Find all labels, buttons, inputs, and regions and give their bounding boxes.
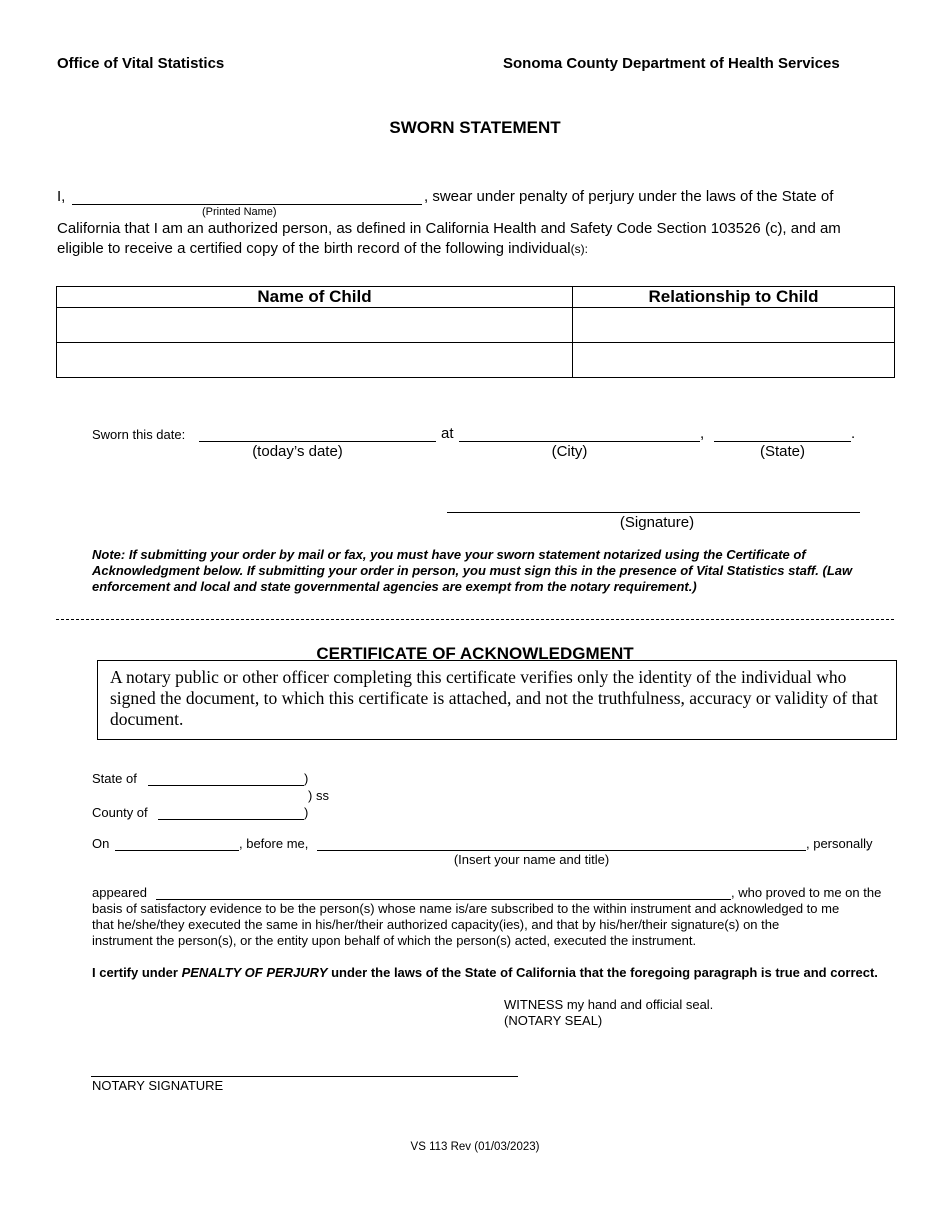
witness-text: WITNESS my hand and official seal. [504, 997, 714, 1012]
signature-field[interactable] [447, 512, 860, 513]
statement-line3: eligible to receive a certified copy of the birth record of the following individual(s): [57, 240, 588, 257]
notary-name-title-field[interactable] [317, 850, 806, 851]
on-label: On [92, 836, 110, 851]
ss-text: ) ss [308, 788, 329, 803]
child-name-cell[interactable] [57, 343, 573, 378]
table-row [57, 343, 895, 378]
state-caption: (State) [759, 443, 805, 460]
city-field[interactable] [459, 441, 700, 442]
relationship-header: Relationship to Child [573, 287, 895, 308]
notary-seal-text: (NOTARY SEAL) [504, 1013, 603, 1028]
statement-line1-suffix: , swear under penalty of perjury under the laws of the State of [424, 188, 834, 205]
table-header-row [57, 287, 895, 308]
appeared-line3: that he/she/they executed the same in his/her/their authorized capacity(ies), and that by his/her/their signature(s) on the [92, 917, 780, 932]
paren-2: ) [304, 805, 309, 820]
relationship-cell[interactable] [573, 343, 895, 378]
paren-1: ) [304, 771, 309, 786]
form-revision: VS 113 Rev (01/03/2023) [410, 1141, 540, 1153]
appeared-line4: instrument the person(s), or the entity upon behalf of which the person(s) acted, executed the instrument. [92, 933, 697, 948]
children-table [56, 286, 895, 378]
statement-line2: California that I am an authorized person, as defined in California Health and Safety Code Section 103526 (c), and am [57, 220, 841, 237]
appeared-name-field[interactable] [156, 899, 731, 900]
statement-prefix: I, [57, 188, 66, 205]
county-of-label: County of [92, 805, 148, 820]
date-caption: (today’s date) [252, 443, 343, 460]
name-of-child-header: Name of Child [57, 287, 573, 308]
child-name-cell[interactable] [57, 308, 573, 343]
cut-line [56, 619, 894, 620]
appeared-line2: basis of satisfactory evidence to be the person(s) whose name is/are subscribed to the within instrument and acknowledged to me [92, 901, 840, 916]
perjury-certification: I certify under PENALTY OF PERJURY under the laws of the State of California that the foregoing paragraph is true and correct. [92, 965, 878, 980]
certificate-notice-box: A notary public or other officer completing this certificate verifies only the identity of the individual who signed the document, to which this certificate is attached, and not the truthfulness, accuracy or validity of that document. [97, 660, 897, 740]
venue-state-field[interactable] [148, 785, 304, 786]
printed-name-caption: (Printed Name) [202, 206, 277, 218]
venue-county-field[interactable] [158, 819, 304, 820]
name-title-caption: (Insert your name and title) [453, 852, 610, 867]
certificate-title: CERTIFICATE OF ACKNOWLEDGMENT [316, 644, 634, 663]
city-caption: (City) [551, 443, 588, 460]
personally-text: , personally [806, 836, 873, 851]
date-field[interactable] [199, 441, 436, 442]
appeared-suffix: , who proved to me on the [731, 885, 882, 900]
notary-note: Note: If submitting your order by mail or fax, you must have your sworn statement notarized using the Certificate of Acknowledgment below. If submitting your order in person, you must sign this in the presence of Vital Statistics staff. (Law enforcement and local and state governmental agencies are exempt from the notary requirement.) [92, 547, 853, 594]
relationship-cell[interactable] [573, 308, 895, 343]
department-name: Sonoma County Department of Health Services [503, 55, 840, 72]
appeared-label: appeared [92, 885, 147, 900]
sworn-date-label: Sworn this date: [92, 427, 186, 442]
state-field[interactable] [714, 441, 851, 442]
signature-caption: (Signature) [619, 514, 695, 531]
printed-name-field[interactable] [72, 204, 422, 205]
period-text: . [851, 425, 856, 442]
page-title: SWORN STATEMENT [389, 118, 561, 137]
notary-date-field[interactable] [115, 850, 239, 851]
office-name: Office of Vital Statistics [57, 55, 225, 72]
notary-signature-label: NOTARY SIGNATURE [92, 1078, 224, 1093]
at-text: at [441, 425, 454, 442]
state-of-label: State of [92, 771, 137, 786]
comma-text: , [700, 425, 705, 442]
notary-signature-field[interactable] [91, 1076, 518, 1077]
before-me-text: , before me, [239, 836, 309, 851]
table-row [57, 308, 895, 343]
